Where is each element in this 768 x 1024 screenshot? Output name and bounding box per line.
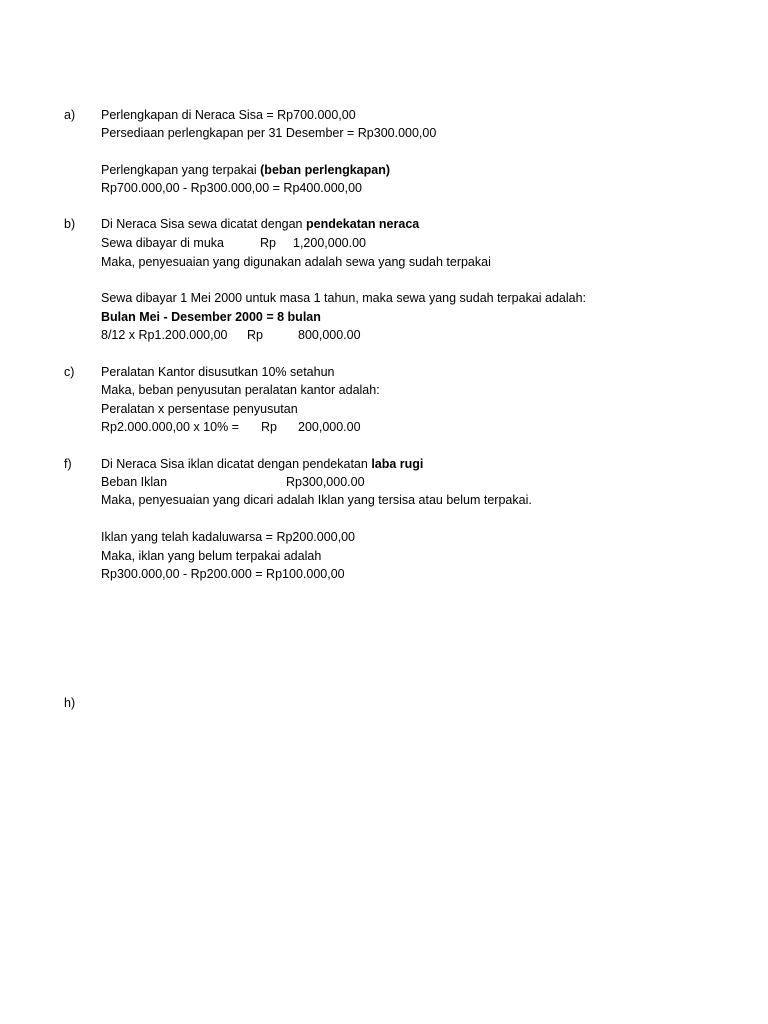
section-c-line-4-currency: Rp [261, 420, 277, 434]
section-f-line-1 [101, 455, 423, 473]
section-a-line-2: Persediaan perlengkapan per 31 Desember = Rp300.000,00 [101, 126, 437, 140]
section-b-line-2-currency: Rp [260, 236, 276, 250]
section-a-line-3-text: Perlengkapan yang terpakai [101, 163, 261, 177]
section-c-line-1: Peralatan Kantor disusutkan 10% setahun [101, 365, 335, 379]
section-c-line-3: Peralatan x persentase penyusutan [101, 402, 298, 416]
section-b-line-6 [101, 326, 421, 344]
section-f-marker: f) [64, 457, 72, 471]
section-c-line-2: Maka, beban penyusutan peralatan kantor adalah: [101, 383, 380, 397]
section-f-line-2-amount: Rp300,000.00 [286, 475, 365, 489]
section-f-line-3: Maka, penyesuaian yang dicari adalah Iklan yang tersisa atau belum terpakai. [101, 493, 532, 507]
section-a-line-1: Perlengkapan di Neraca Sisa = Rp700.000,00 [101, 108, 356, 122]
section-b-line-1-bold: pendekatan neraca [305, 217, 420, 231]
section-b-line-3: Maka, penyesuaian yang digunakan adalah sewa yang sudah terpakai [101, 255, 491, 269]
section-b-line-5 [101, 308, 321, 326]
section-c-marker: c) [64, 365, 75, 379]
section-h-marker: h) [64, 696, 76, 710]
section-a-marker: a) [64, 108, 76, 122]
section-b-line-2 [101, 234, 421, 252]
section-c-line-4-label: Rp2.000.000,00 x 10% = [101, 420, 239, 434]
section-f-line-4: Iklan yang telah kadaluwarsa = Rp200.000,00 [101, 530, 355, 544]
section-b-line-6-label: 8/12 x Rp1.200.000,00 [101, 328, 228, 342]
section-f-line-5: Maka, iklan yang belum terpakai adalah [101, 549, 322, 563]
section-f-line-2 [101, 473, 421, 491]
section-f-line-2-label: Beban Iklan [101, 475, 168, 489]
section-a-line-3 [101, 161, 390, 179]
section-f-line-6: Rp300.000,00 - Rp200.000 = Rp100.000,00 [101, 567, 345, 581]
section-a-line-3-bold: (beban perlengkapan) [260, 163, 391, 177]
section-c-line-4-amount: 200,000.00 [298, 420, 361, 434]
section-b-line-6-amount: 800,000.00 [298, 328, 361, 342]
section-b-line-1-text: Di Neraca Sisa sewa dicatat dengan [101, 217, 306, 231]
section-b-marker: b) [64, 217, 76, 231]
section-b-line-2-amount: 1,200,000.00 [293, 236, 366, 250]
section-b-line-2-label: Sewa dibayar di muka [101, 236, 224, 250]
section-b-line-6-currency: Rp [247, 328, 263, 342]
section-b-line-1 [101, 215, 419, 233]
section-b-line-4: Sewa dibayar 1 Mei 2000 untuk masa 1 tahun, maka sewa yang sudah terpakai adalah: [101, 291, 587, 305]
section-a-line-4: Rp700.000,00 - Rp300.000,00 = Rp400.000,00 [101, 181, 362, 195]
section-b-line-5-bold: Bulan Mei - Desember 2000 = 8 bulan [101, 310, 321, 324]
section-f-line-1-bold: laba rugi [371, 457, 424, 471]
section-c-line-4 [101, 418, 421, 436]
section-f-line-1-text: Di Neraca Sisa iklan dicatat dengan pendekatan [101, 457, 372, 471]
